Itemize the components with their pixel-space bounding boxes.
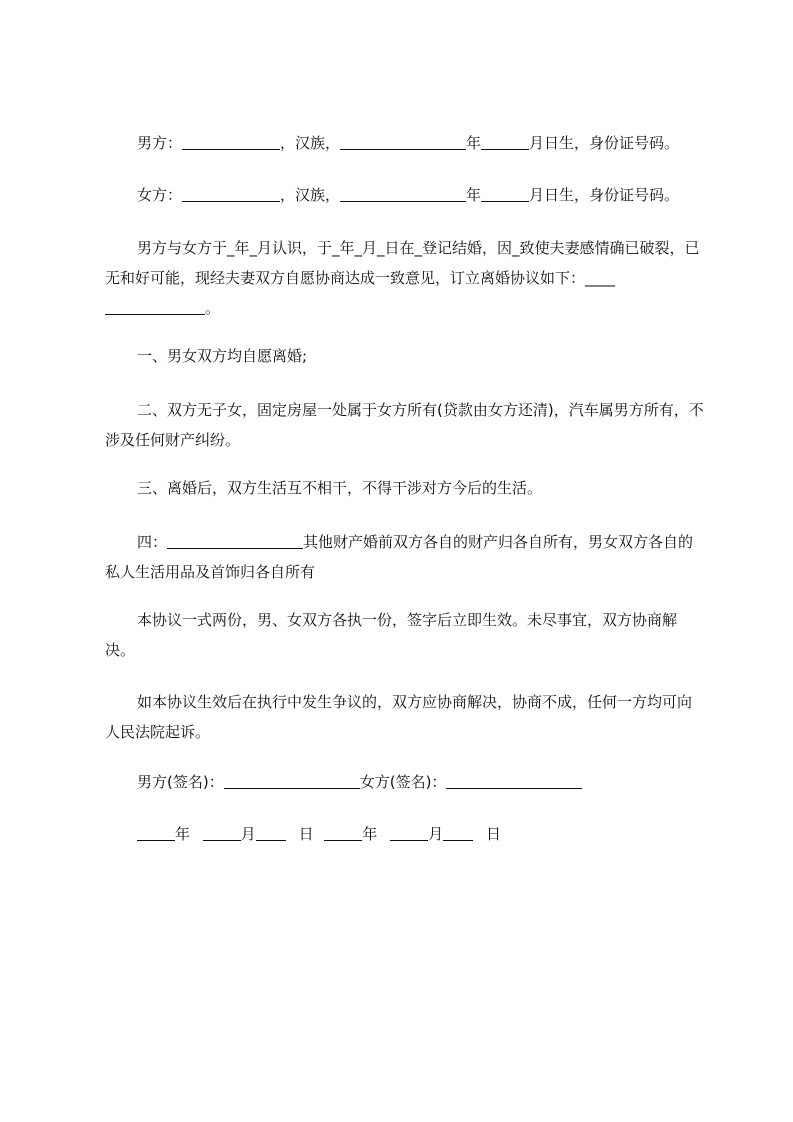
- clause-4-blank: [167, 534, 303, 549]
- male-birth-month-blank: [481, 135, 529, 150]
- male-birth-year-blank: [340, 135, 466, 150]
- clause-3: [105, 473, 705, 503]
- intro-text: 男方与女方于_年_月认识，于_年_月_日在_登记结婚，因_致使夫妻感情确已破裂，已无和好可能，现经夫妻双方自愿协商达成一致意见，订立离婚协议如下：____: [105, 239, 700, 287]
- clause-2-text: 二、双方无子女，固定房屋一处属于女方所有(贷款由女方还清)，汽车属男方所有，不涉及任何财产纠纷。: [105, 401, 704, 449]
- female-signature-blank: [446, 774, 582, 789]
- date-1-month-label: 月: [240, 825, 256, 843]
- date-2-day-label: 日: [485, 825, 501, 843]
- date-2-month-blank: [390, 826, 428, 841]
- female-name-blank: [182, 187, 280, 202]
- intro-paragraph: [105, 233, 705, 323]
- closing-1-text: 本协议一式两份，男、女双方各执一份，签字后立即生效。未尽事宜，双方协商解决。: [105, 611, 678, 659]
- female-label: 女方：: [137, 186, 183, 204]
- date-1-day-label: 日: [298, 825, 314, 843]
- female-ethnicity: ，汉族，: [280, 186, 341, 204]
- female-year-label: 年: [466, 186, 482, 204]
- clause-3-text: 三、离婚后，双方生活互不相干，不得干涉对方今后的生活。: [137, 479, 543, 497]
- date-1-day-blank: [256, 826, 286, 841]
- female-signature-label: 女方(签名)：: [359, 773, 447, 791]
- closing-paragraph-2: [105, 687, 705, 747]
- intro-blank: [105, 300, 205, 315]
- clause-1-text: 一、男女双方均自愿离婚;: [137, 347, 308, 365]
- female-birth-month-blank: [481, 187, 529, 202]
- intro-end: 。: [205, 299, 221, 317]
- date-2-year-blank: [324, 826, 362, 841]
- male-year-label: 年: [466, 134, 482, 152]
- male-birth-text: 月日生，身份证号码。: [529, 134, 680, 152]
- male-label: 男方：: [137, 134, 183, 152]
- female-birth-text: 月日生，身份证号码。: [529, 186, 680, 204]
- clause-1: [105, 341, 705, 371]
- signature-line: [137, 772, 582, 792]
- clause-4-text: 其他财产婚前双方各自的财产归各自所有，男女双方各自的私人生活用品及首饰归各自所有: [105, 533, 694, 581]
- date-1-year-blank: [137, 826, 175, 841]
- female-info-line: [137, 185, 679, 205]
- clause-4-prefix: 四：: [137, 533, 168, 551]
- date-2-month-label: 月: [428, 825, 444, 843]
- male-ethnicity: ，汉族，: [280, 134, 341, 152]
- date-1-year-label: 年: [175, 825, 191, 843]
- date-row: [137, 824, 501, 844]
- clause-2: [105, 395, 705, 455]
- closing-2-text: 如本协议生效后在执行中发生争议的，双方应协商解决，协商不成，任何一方均可向人民法院起诉。: [105, 693, 693, 741]
- date-2-year-label: 年: [362, 825, 378, 843]
- date-2-day-blank: [443, 826, 473, 841]
- male-info-line: [137, 133, 679, 153]
- male-signature-blank: [224, 774, 360, 789]
- clause-4: [105, 527, 705, 587]
- date-1-month-blank: [203, 826, 241, 841]
- male-name-blank: [182, 135, 280, 150]
- male-signature-label: 男方(签名)：: [137, 773, 224, 791]
- closing-paragraph-1: [105, 605, 705, 665]
- female-birth-year-blank: [340, 187, 466, 202]
